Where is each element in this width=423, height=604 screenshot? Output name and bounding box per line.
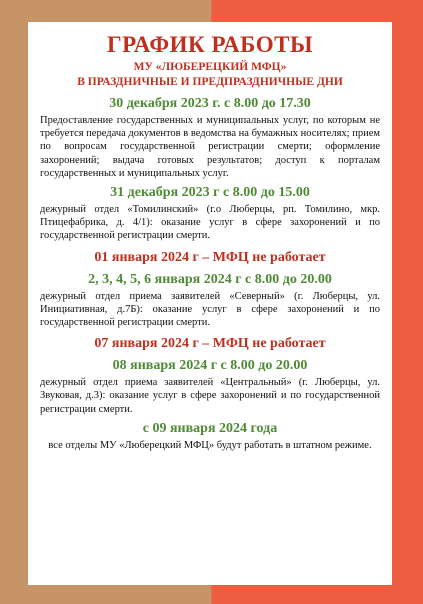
period-caption: В ПРАЗДНИЧНЫЕ И ПРЕДПРАЗДНИЧНЫЕ ДНИ [77,76,343,88]
section-jan09-text: все отделы МУ «Люберецкий МФЦ» будут работать в штатном режиме. [48,439,372,451]
section-jan08-heading: 08 января 2024 г с 8.00 до 20.00 [112,358,308,374]
section-dec31-text: дежурный отдел «Томилинский» (г.о Люберцы, рп. Томилино, мкр. Птицефабрика, д. 4/1): оказание услуг в сфере захоронений и по государственной регистрации смерти. [40,204,380,242]
organization-name: МУ «ЛЮБЕРЕЦКИЙ МФЦ» [133,61,287,73]
section-jan09-heading: с 09 января 2024 года [142,420,278,436]
page-title: ГРАФИК РАБОТЫ [106,32,314,57]
section-jan01-heading: 01 января 2024 г – МФЦ не работает [94,249,326,265]
section-jan2-6-text: дежурный отдел приема заявителей «Северный» (г. Люберцы, ул. Инициативная, д.7Б): оказание услуг в сфере захоронений и по государственной регистрации смерти. [40,290,380,329]
section-dec31-heading: 31 декабря 2023 г с 8.00 до 15.00 [110,185,310,201]
section-jan07-heading: 07 января 2024 г – МФЦ не работает [94,336,326,352]
section-dec30-heading: 30 декабря 2023 г. с 8.00 до 17.30 [109,96,311,111]
schedule-sheet [28,22,392,585]
section-jan2-6-heading: 2, 3, 4, 5, 6 января 2024 г с 8.00 до 20.00 [88,271,332,287]
section-dec30-text: Предоставление государственных и муниципальных услуг, по которым не требуется передача документов в ведомства на бумажных носителях; прием по вопросам государственной регистрации смерти; оформление захоронений; выдача готовых результатов; доступ к порталам государственных и муниципальных услуг. [40,115,380,179]
section-jan08-text: дежурный отдел приема заявителей «Центральный» (г. Люберцы, ул. Звуковая, д.3): оказание услуг в сфере захоронений и по государственной регистрации смерти. [40,377,380,415]
